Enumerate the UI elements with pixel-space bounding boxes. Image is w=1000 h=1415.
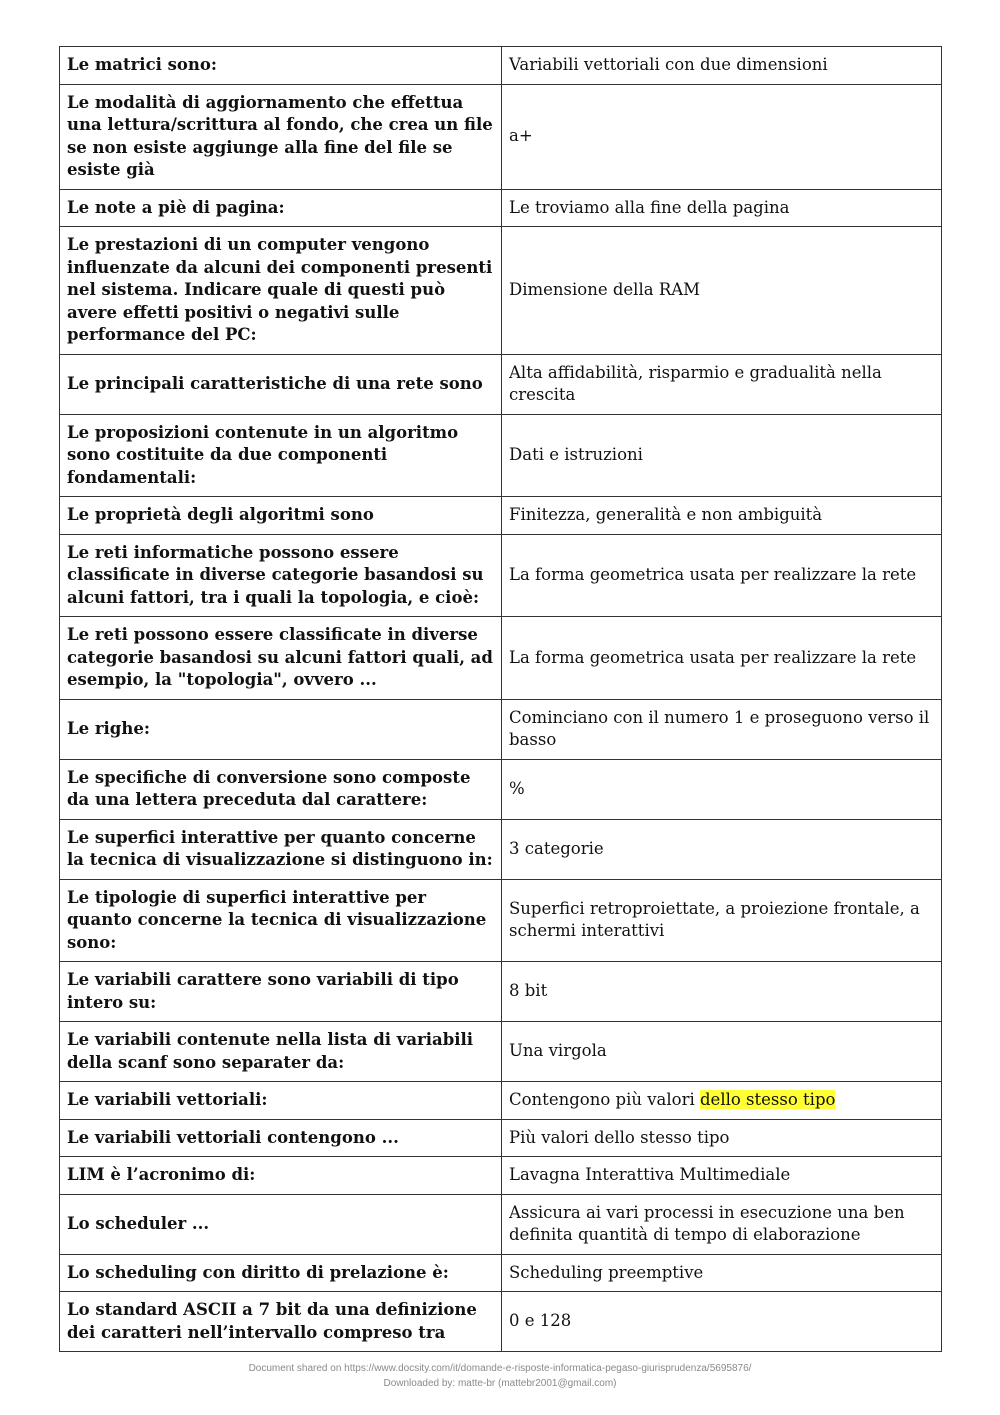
table-row [60,819,942,879]
footer-source-link[interactable]: Document shared on https://www.docsity.com/it/domande-e-risposte-informatica-pegaso-giurisprudenza/5695876/ [248,1363,752,1374]
table-row [60,962,942,1022]
answer-cell: 3 categorie [502,819,942,879]
answer-cell: Variabili vettoriali con due dimensioni [502,47,942,85]
table-row [60,759,942,819]
answer-cell: Più valori dello stesso tipo [502,1119,942,1157]
table-row [60,1119,942,1157]
answer-cell: 8 bit [502,962,942,1022]
answer-cell: Cominciano con il numero 1 e proseguono verso il basso [502,699,942,759]
answer-cell: Una virgola [502,1022,942,1082]
table-row [60,354,942,414]
question-cell: Le proposizioni contenute in un algoritmo sono costituite da due componenti fondamentali: [60,414,502,497]
table-row [60,1157,942,1195]
answer-cell: Le troviamo alla fine della pagina [502,189,942,227]
table-row [60,1292,942,1352]
question-cell: Le variabili vettoriali contengono ... [60,1119,502,1157]
table-row [60,1194,942,1254]
table-row [60,84,942,189]
question-cell: Le matrici sono: [60,47,502,85]
question-cell: Le proprietà degli algoritmi sono [60,497,502,535]
table-row [60,414,942,497]
table-row [60,534,942,617]
page-footer [0,1361,1000,1391]
answer-cell: Dati e istruzioni [502,414,942,497]
question-cell: LIM è l’acronimo di: [60,1157,502,1195]
question-cell: Le specifiche di conversione sono composte da una lettera preceduta dal carattere: [60,759,502,819]
answer-text: Contengono più valori [509,1090,700,1109]
table-row [60,497,942,535]
answer-cell: 0 e 128 [502,1292,942,1352]
answer-cell [502,1082,942,1120]
answer-cell: Superfici retroproiettate, a proiezione frontale, a schermi interattivi [502,879,942,962]
question-cell: Le variabili carattere sono variabili di tipo intero su: [60,962,502,1022]
footer-download-info: Downloaded by: matte-br (mattebr2001@gmail.com) [383,1378,617,1389]
question-cell: Le prestazioni di un computer vengono influenzate da alcuni dei componenti presenti nel sistema. Indicare quale di questi può avere effetti positivi o negativi sulle performance del PC: [60,227,502,355]
question-cell: Le modalità di aggiornamento che effettua una lettura/scrittura al fondo, che crea un file se non esiste aggiunge alla fine del file se esiste già [60,84,502,189]
table-row [60,1254,942,1292]
question-cell: Lo scheduling con diritto di prelazione è: [60,1254,502,1292]
answer-cell: Alta affidabilità, risparmio e gradualità nella crescita [502,354,942,414]
answer-cell: Assicura ai vari processi in esecuzione una ben definita quantità di tempo di elaborazione [502,1194,942,1254]
table-row [60,879,942,962]
table-row [60,617,942,700]
answer-cell: La forma geometrica usata per realizzare la rete [502,534,942,617]
answer-cell: La forma geometrica usata per realizzare la rete [502,617,942,700]
table-row [60,699,942,759]
table-row [60,227,942,355]
table-row [60,1022,942,1082]
answer-cell: Finitezza, generalità e non ambiguità [502,497,942,535]
question-cell: Le superfici interattive per quanto concerne la tecnica di visualizzazione si distinguono in: [60,819,502,879]
question-cell: Le note a piè di pagina: [60,189,502,227]
question-cell: Lo scheduler ... [60,1194,502,1254]
answer-cell: Dimensione della RAM [502,227,942,355]
question-cell: Le reti possono essere classificate in diverse categorie basandosi su alcuni fattori quali, ad esempio, la "topologia", ovvero ... [60,617,502,700]
question-cell: Le principali caratteristiche di una rete sono [60,354,502,414]
question-cell: Le variabili vettoriali: [60,1082,502,1120]
question-cell: Le righe: [60,699,502,759]
table-row [60,1082,942,1120]
answer-cell: Scheduling preemptive [502,1254,942,1292]
question-cell: Le variabili contenute nella lista di variabili della scanf sono separater da: [60,1022,502,1082]
table-row [60,189,942,227]
answer-cell: Lavagna Interattiva Multimediale [502,1157,942,1195]
answer-cell: a+ [502,84,942,189]
highlighted-text: dello stesso tipo [700,1090,836,1109]
question-cell: Le tipologie di superfici interattive per quanto concerne la tecnica di visualizzazione sono: [60,879,502,962]
question-cell: Le reti informatiche possono essere classificate in diverse categorie basandosi su alcuni fattori, tra i quali la topologia, e cioè: [60,534,502,617]
qa-table [59,46,942,1352]
answer-cell: % [502,759,942,819]
table-row [60,47,942,85]
question-cell: Lo standard ASCII a 7 bit da una definizione dei caratteri nell’intervallo compreso tra [60,1292,502,1352]
